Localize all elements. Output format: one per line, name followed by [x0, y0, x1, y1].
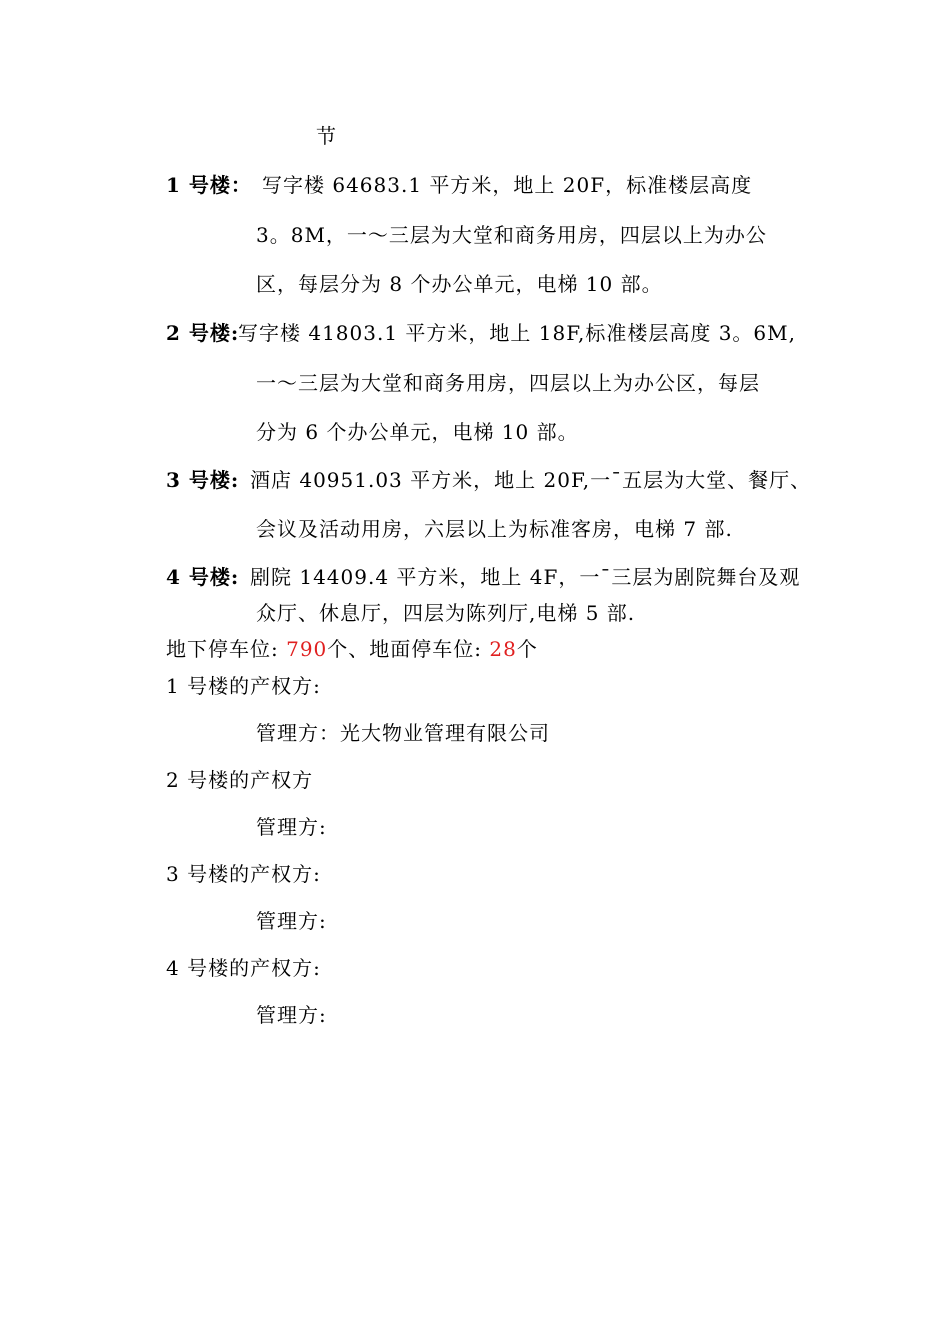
- building-3-label: 3 号楼:: [166, 468, 240, 492]
- parking-underground-label: 地下停车位:: [166, 637, 287, 661]
- manager-building-4: 管理方:: [256, 1003, 327, 1027]
- parking-ground-count: 28: [489, 637, 517, 661]
- building-2-line-2: 一～三层为大堂和商务用房，四层以上为办公区，每层: [256, 371, 760, 395]
- section-heading: 节: [316, 124, 337, 148]
- manager-building-2: 管理方:: [256, 815, 327, 839]
- owner-building-1: 1 号楼的产权方:: [166, 674, 321, 698]
- parking-line: [166, 636, 538, 662]
- building-3-line-1: 酒店 40951.03 平方米，地上 20F,一¯五层为大堂、餐厅、: [250, 468, 812, 492]
- building-2-line-1: 写字楼 41803.1 平方米，地上 18F,标准楼层高度 3。6M,: [238, 321, 796, 345]
- building-2-label: 2 号楼:: [166, 321, 240, 345]
- building-4-line-2: 众厅、休息厅，四层为陈列厅,电梯 5 部.: [256, 601, 636, 625]
- owner-building-3: 3 号楼的产权方:: [166, 862, 321, 886]
- owner-building-4: 4 号楼的产权方:: [166, 956, 321, 980]
- building-1-label: 1 号楼：: [166, 173, 252, 197]
- building-2-line-3: 分为 6 个办公单元，电梯 10 部。: [256, 420, 579, 444]
- building-1-line-3: 区，每层分为 8 个办公单元，电梯 10 部。: [256, 272, 663, 296]
- manager-building-3: 管理方:: [256, 909, 327, 933]
- parking-underground-count: 790: [286, 637, 328, 661]
- building-4-label: 4 号楼:: [166, 565, 240, 589]
- owner-building-2: 2 号楼的产权方: [166, 768, 314, 792]
- building-3-line-2: 会议及活动用房，六层以上为标准客房，电梯 7 部.: [256, 517, 733, 541]
- building-1-line-2: 3。8M，一～三层为大堂和商务用房，四层以上为办公: [256, 223, 767, 247]
- parking-ground-label: 个、地面停车位:: [327, 637, 490, 661]
- building-4-line-1: 剧院 14409.4 平方米，地上 4F，一¯三层为剧院舞台及观: [250, 565, 801, 589]
- manager-building-1: 管理方：光大物业管理有限公司: [256, 721, 550, 745]
- parking-suffix: 个: [516, 637, 538, 661]
- building-1-line-1: 写字楼 64683.1 平方米，地上 20F，标准楼层高度: [262, 173, 753, 197]
